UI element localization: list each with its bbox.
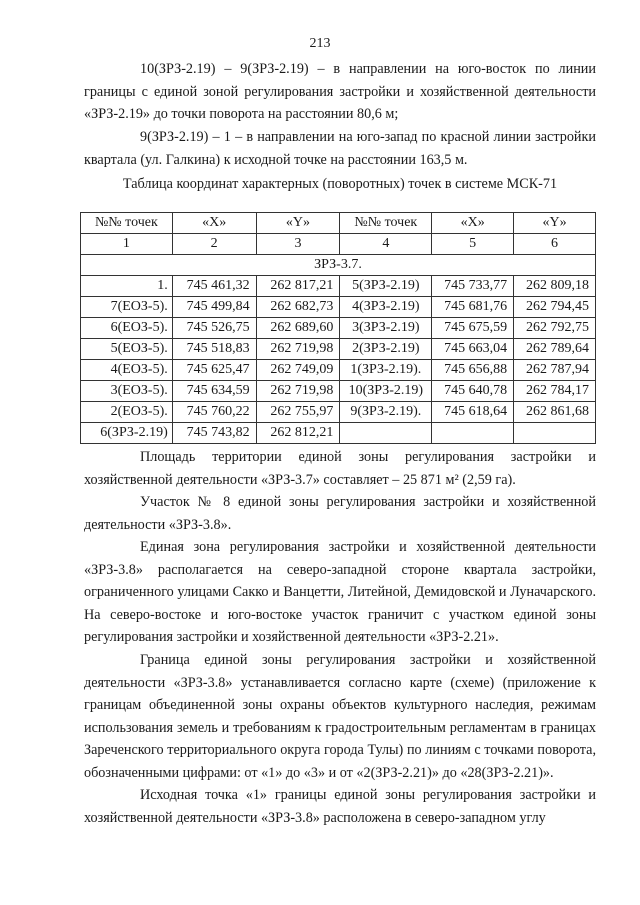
intro-paragraph-1: 10(ЗРЗ-2.19) – 9(ЗРЗ-2.19) – в направлении на юго-восток по линии границы с единой зоной регулирования застройки и хозяйственной деятельности «ЗРЗ-2.19» до точки поворота на расстоянии 80,6 м; [84, 61, 596, 122]
column-number-cell: 6 [514, 234, 596, 255]
table-header-cell: «Y» [514, 213, 596, 234]
table-caption: Таблица координат характерных (поворотных) точек в системе МСК-71 [122, 176, 558, 192]
table-column-number-row [81, 234, 596, 255]
table-cell: 5(ЗРЗ-2.19) [340, 276, 432, 297]
table-cell [340, 423, 432, 444]
table-header-cell: «Y» [256, 213, 340, 234]
table-cell: 745 640,78 [432, 381, 514, 402]
table-cell: 262 784,17 [514, 381, 596, 402]
table-cell: 7(ЕОЗ-5). [81, 297, 173, 318]
table-cell: 745 675,59 [432, 318, 514, 339]
table-cell: 5(ЕОЗ-5). [81, 339, 173, 360]
table-cell: 262 789,64 [514, 339, 596, 360]
intro-paragraph-2: 9(ЗРЗ-2.19) – 1 – в направлении на юго-запад по красной линии застройки квартала (ул. Галкина) к исходной точке на расстоянии 163,5 м. [84, 129, 596, 168]
table-cell: 745 518,83 [172, 339, 256, 360]
table-cell: 262 794,45 [514, 297, 596, 318]
table-cell: 262 817,21 [256, 276, 340, 297]
table-header-cell: №№ точек [340, 213, 432, 234]
column-number-cell: 1 [81, 234, 173, 255]
table-row [81, 360, 596, 381]
table-cell: 262 689,60 [256, 318, 340, 339]
table-cell: 745 743,82 [172, 423, 256, 444]
table-cell: 1(ЗРЗ-2.19). [340, 360, 432, 381]
table-cell: 6(ЕОЗ-5). [81, 318, 173, 339]
table-cell: 2(ЗРЗ-2.19) [340, 339, 432, 360]
table-cell: 262 749,09 [256, 360, 340, 381]
table-cell: 745 634,59 [172, 381, 256, 402]
table-cell: 745 733,77 [432, 276, 514, 297]
table-header-row [81, 213, 596, 234]
table-cell: 262 719,98 [256, 339, 340, 360]
table-cell: 262 719,98 [256, 381, 340, 402]
table-cell: 1. [81, 276, 173, 297]
table-cell: 262 792,75 [514, 318, 596, 339]
table-cell: 262 809,18 [514, 276, 596, 297]
body-paragraph-5: Исходная точка «1» границы единой зоны регулирования застройки и хозяйственной деятельности «ЗРЗ-3.8» расположена в северо-западном углу [84, 787, 596, 826]
table-row [81, 402, 596, 423]
table-cell: 9(ЗРЗ-2.19). [340, 402, 432, 423]
body-paragraph-4: Граница единой зоны регулирования застройки и хозяйственной деятельности «ЗРЗ-3.8» устанавливается согласно карте (схеме) (приложение к границам объединенной зоны охраны объектов культурного наследия, режимам использования земель и требованиям к градостроительным регламентам в границах Зареченского территориального округа города Тулы) по линиям с точками поворота, обозначенными цифрами: от «1» до «3» и от «2(ЗРЗ-2.21)» до «28(ЗРЗ-2.21)». [84, 652, 596, 781]
table-cell: 4(ЗРЗ-2.19) [340, 297, 432, 318]
table-cell [432, 423, 514, 444]
column-number-cell: 5 [432, 234, 514, 255]
table-body [81, 276, 596, 444]
table-cell: 745 618,64 [432, 402, 514, 423]
table-row [81, 297, 596, 318]
zone-title-row [81, 255, 596, 276]
table-cell: 3(ЕОЗ-5). [81, 381, 173, 402]
column-number-cell: 4 [340, 234, 432, 255]
column-number-cell: 3 [256, 234, 340, 255]
table-cell: 745 499,84 [172, 297, 256, 318]
page-number: 213 [309, 36, 331, 51]
table-cell: 745 461,32 [172, 276, 256, 297]
table-cell: 2(ЕОЗ-5). [81, 402, 173, 423]
coordinates-table [80, 212, 596, 444]
table-cell: 10(ЗРЗ-2.19) [340, 381, 432, 402]
table-cell [514, 423, 596, 444]
table-cell: 262 812,21 [256, 423, 340, 444]
table-cell: 262 755,97 [256, 402, 340, 423]
table-cell: 745 656,88 [432, 360, 514, 381]
table-row [81, 381, 596, 402]
table-row [81, 339, 596, 360]
table-cell: 262 682,73 [256, 297, 340, 318]
table-cell: 745 760,22 [172, 402, 256, 423]
table-row [81, 318, 596, 339]
body-paragraph-1: Площадь территории единой зоны регулирования застройки и хозяйственной деятельности «ЗРЗ-3.7» составляет – 25 871 м² (2,59 га). [84, 449, 596, 488]
table-cell: 745 625,47 [172, 360, 256, 381]
table-cell: 745 681,76 [432, 297, 514, 318]
table-cell: 4(ЕОЗ-5). [81, 360, 173, 381]
table-cell: 262 861,68 [514, 402, 596, 423]
body-paragraph-3: Единая зона регулирования застройки и хозяйственной деятельности «ЗРЗ-3.8» располагается на северо-западной стороне квартала застройки, ограниченного улицами Сакко и Ванцетти, Литейной, Демидовской и Луначарского. На северо-востоке и юго-востоке участок граничит с участком единой зоны регулирования застройки и хозяйственной деятельности «ЗРЗ-2.21». [84, 539, 596, 645]
table-cell: 6(ЗРЗ-2.19) [81, 423, 173, 444]
body-paragraph-2: Участок № 8 единой зоны регулирования застройки и хозяйственной деятельности «ЗРЗ-3.8». [84, 494, 596, 533]
table-header-cell: «X» [172, 213, 256, 234]
table-row [81, 276, 596, 297]
table-header-cell: №№ точек [81, 213, 173, 234]
column-number-cell: 2 [172, 234, 256, 255]
table-cell: 3(ЗРЗ-2.19) [340, 318, 432, 339]
zone-title-cell: ЗРЗ-3.7. [81, 255, 596, 276]
table-cell: 745 526,75 [172, 318, 256, 339]
table-cell: 262 787,94 [514, 360, 596, 381]
table-row [81, 423, 596, 444]
table-cell: 745 663,04 [432, 339, 514, 360]
table-header-cell: «X» [432, 213, 514, 234]
